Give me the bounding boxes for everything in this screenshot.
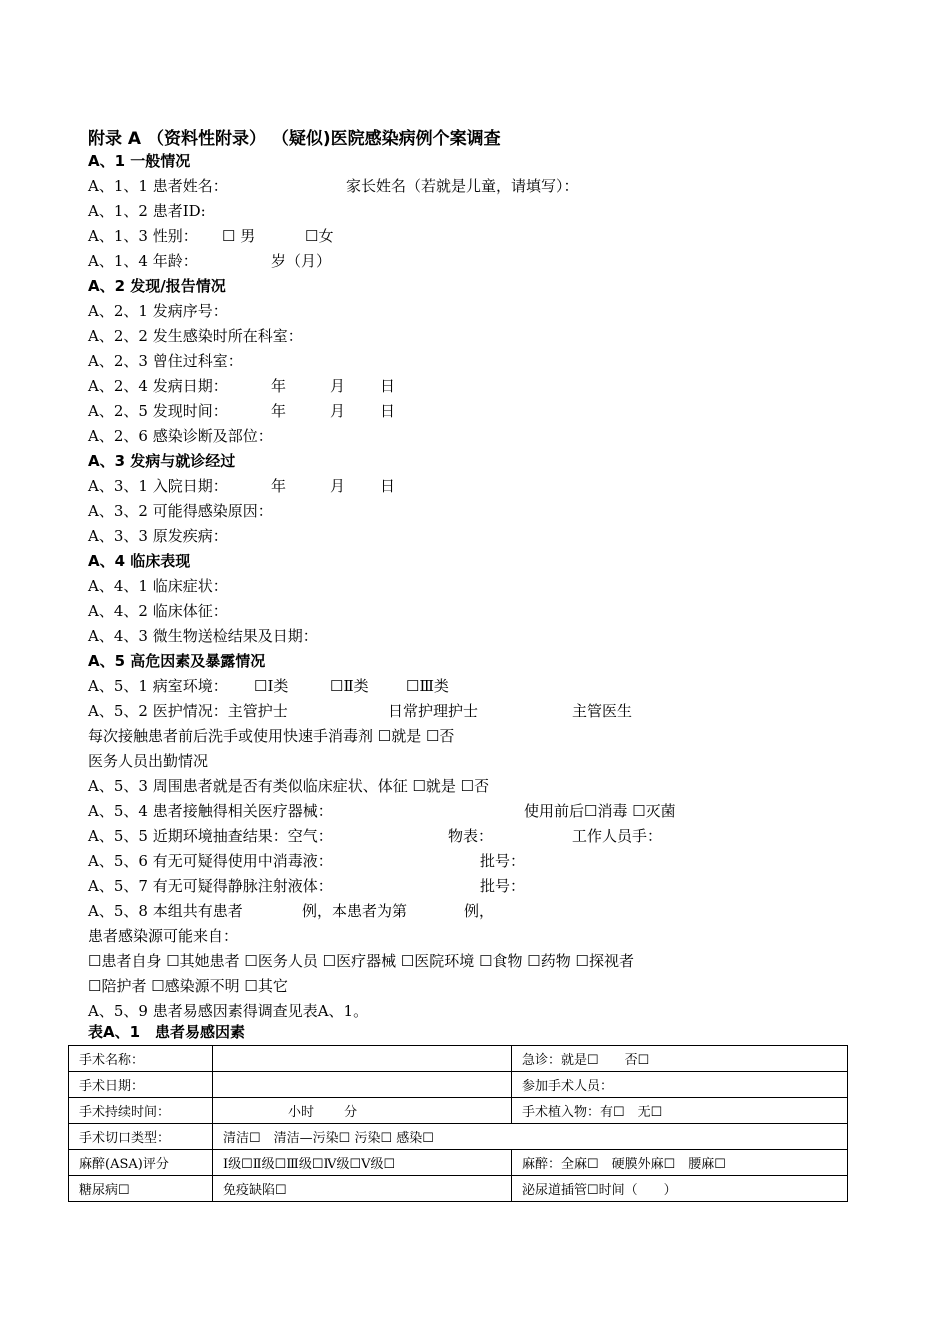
device-label: A、5、4 患者接触得相关医疗器械：	[88, 802, 333, 820]
symptoms-label: A、4、1 临床症状：	[88, 577, 228, 595]
environment-test-line	[88, 825, 663, 847]
onset-date-line	[88, 375, 396, 397]
admission-date-line	[88, 475, 396, 497]
cases-index-label: 例，本患者为第	[302, 902, 408, 920]
care-daily-nurse-label: 日常护理护士	[388, 702, 479, 720]
ward-environment-line	[88, 675, 449, 697]
hand-wash-question[interactable]: 每次接触患者前后洗手或使用快速手消毒剂 ☐就是 ☐否	[88, 727, 455, 745]
year-label: 年	[271, 477, 287, 495]
discovery-date-label: A、2、5 发现时间：	[88, 402, 228, 420]
section-heading-risk: A、5 高危因素及暴露情况	[88, 652, 266, 670]
sex-female-checkbox[interactable]: ☐女	[305, 227, 334, 245]
table-cell: 手术切口类型：	[69, 1124, 213, 1150]
table-row	[69, 1176, 848, 1202]
env-class-2-checkbox[interactable]: ☐Ⅱ类	[330, 677, 369, 695]
sex-male-checkbox[interactable]: ☐ 男	[222, 227, 256, 245]
day-label: 日	[380, 477, 396, 495]
cases-line	[88, 900, 495, 922]
table-row	[69, 1046, 848, 1072]
device-sterilization-options[interactable]: 使用前后☐消毒 ☐灭菌	[524, 802, 676, 820]
ward-environment-label: A、5、1 病室环境：	[88, 677, 228, 695]
diagnosis-label: A、2、6 感染诊断及部位：	[88, 427, 273, 445]
month-label: 月	[330, 402, 346, 420]
table-cell[interactable]: 糖尿病☐	[69, 1176, 213, 1202]
iv-fluid-label: A、5、7 有无可疑得静脉注射液体：	[88, 877, 333, 895]
patient-id-label: A、1、2 患者ID:	[88, 202, 206, 220]
table-cell[interactable]	[213, 1046, 512, 1072]
surface-test-label: 物表：	[448, 827, 494, 845]
table-cell: 手术持续时间：	[69, 1098, 213, 1124]
table-cell[interactable]: 急诊：就是☐ 否☐	[512, 1046, 848, 1072]
year-label: 年	[271, 377, 287, 395]
microbiology-label: A、4、3 微生物送检结果及日期：	[88, 627, 318, 645]
patient-name-label: A、1、1 患者姓名：	[88, 177, 228, 195]
care-doctor-label: 主管医生	[572, 702, 633, 720]
table-cell[interactable]: 泌尿道插管☐时间（ ）	[512, 1176, 848, 1202]
table-cell[interactable]: I级☐Ⅱ级☐Ⅲ级☐Ⅳ级☐Ⅴ级☐	[213, 1150, 512, 1176]
batch-label: 批号：	[480, 877, 526, 895]
infection-source-question: 患者感染源可能来自：	[88, 927, 239, 945]
table-row	[69, 1072, 848, 1098]
year-label: 年	[271, 402, 287, 420]
table-caption: 表A、1 患者易感因素	[88, 1023, 246, 1041]
section-heading-report: A、2 发现/报告情况	[88, 277, 226, 295]
care-line	[88, 700, 633, 722]
sex-label: A、1、3 性别：	[88, 227, 198, 245]
table-cell: 手术日期：	[69, 1072, 213, 1098]
cases-total-label: A、5、8 本组共有患者	[88, 902, 243, 920]
infection-source-options-1[interactable]: ☐患者自身 ☐其她患者 ☐医务人员 ☐医疗器械 ☐医院环境 ☐食物 ☐药物 ☐探视者	[88, 952, 634, 970]
month-label: 月	[330, 377, 346, 395]
air-test-label: A、5、5 近期环境抽查结果：空气：	[88, 827, 333, 845]
table-row	[69, 1124, 848, 1150]
age-line	[88, 250, 332, 272]
table-row	[69, 1150, 848, 1176]
section-heading-clinical: A、4 临床表现	[88, 552, 191, 570]
age-unit: 岁（月）	[271, 252, 332, 270]
table-cell: 麻醉(ASA)评分	[69, 1150, 213, 1176]
department-label: A、2、2 发生感染时所在科室：	[88, 327, 303, 345]
susceptibility-table	[68, 1045, 848, 1202]
primary-disease-label: A、3、3 原发疾病：	[88, 527, 228, 545]
iv-fluid-line	[88, 875, 526, 897]
cases-suffix-label: 例，	[464, 902, 495, 920]
env-class-3-checkbox[interactable]: ☐Ⅲ类	[406, 677, 449, 695]
discovery-date-line	[88, 400, 396, 422]
table-cell[interactable]: 清洁☐ 清洁—污染☐ 污染☐ 感染☐	[213, 1124, 848, 1150]
patient-name-line	[88, 175, 579, 197]
env-class-1-checkbox[interactable]: ☐Ⅰ类	[254, 677, 289, 695]
day-label: 日	[380, 377, 396, 395]
nearby-patients-question[interactable]: A、5、3 周围患者就是否有类似临床症状、体征 ☐就是 ☐否	[88, 777, 490, 795]
device-line	[88, 800, 676, 822]
age-label: A、1、4 年龄：	[88, 252, 198, 270]
table-cell: 手术名称：	[69, 1046, 213, 1072]
disinfectant-label: A、5、6 有无可疑得使用中消毒液：	[88, 852, 333, 870]
table-cell[interactable]: 麻醉：全麻☐ 硬膜外麻☐ 腰麻☐	[512, 1150, 848, 1176]
section-heading-general: A、1 一般情况	[88, 152, 191, 170]
disinfectant-line	[88, 850, 526, 872]
sex-line	[88, 225, 334, 247]
previous-department-label: A、2、3 曾住过科室：	[88, 352, 243, 370]
table-cell[interactable]: 小时 分	[213, 1098, 512, 1124]
month-label: 月	[330, 477, 346, 495]
susceptibility-reference: A、5、9 患者易感因素得调查见表A、1。	[88, 1002, 369, 1020]
hand-test-label: 工作人员手：	[572, 827, 663, 845]
parent-name-label: 家长姓名（若就是儿童，请填写）：	[346, 177, 579, 195]
attendance-label: 医务人员出勤情况	[88, 752, 209, 770]
day-label: 日	[380, 402, 396, 420]
table-cell[interactable]: 手术植入物：有☐ 无☐	[512, 1098, 848, 1124]
table-cell[interactable]: 参加手术人员：	[512, 1072, 848, 1098]
signs-label: A、4、2 临床体征：	[88, 602, 228, 620]
batch-label: 批号：	[480, 852, 526, 870]
infection-cause-label: A、3、2 可能得感染原因：	[88, 502, 273, 520]
care-nurse-label: A、5、2 医护情况：主管护士	[88, 702, 288, 720]
infection-source-options-2[interactable]: ☐陪护者 ☐感染源不明 ☐其它	[88, 977, 288, 995]
section-heading-course: A、3 发病与就诊经过	[88, 452, 236, 470]
table-cell[interactable]	[213, 1072, 512, 1098]
page-title: 附录 A （资料性附录） （疑似)医院感染病例个案调查	[88, 129, 501, 149]
admission-date-label: A、3、1 入院日期：	[88, 477, 228, 495]
table-row	[69, 1098, 848, 1124]
onset-date-label: A、2、4 发病日期：	[88, 377, 228, 395]
onset-number-label: A、2、1 发病序号：	[88, 302, 228, 320]
table-cell[interactable]: 免疫缺陷☐	[213, 1176, 512, 1202]
